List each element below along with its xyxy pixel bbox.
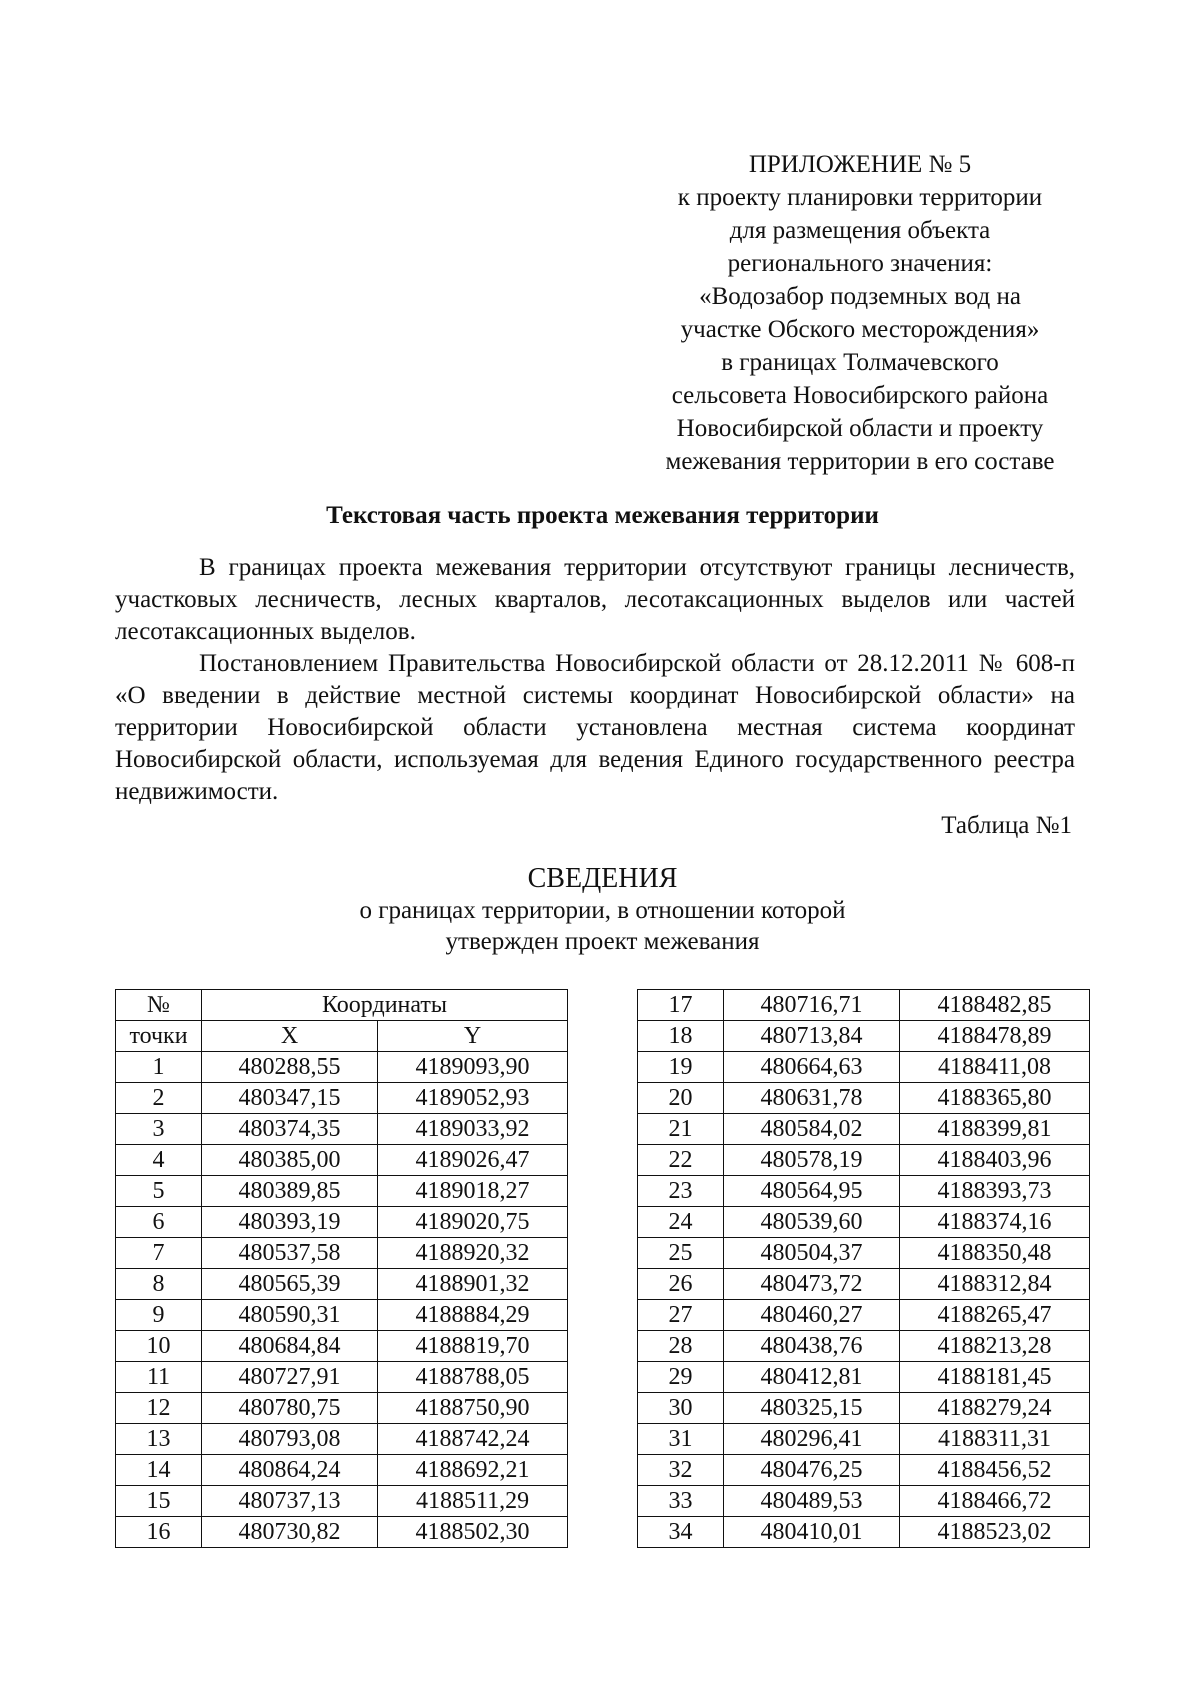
table-row (638, 1300, 1090, 1331)
table-row (638, 1393, 1090, 1424)
point-number-cell: 18 (638, 1021, 724, 1052)
y-coordinate-cell: 4189052,93 (378, 1083, 568, 1114)
x-coordinate-cell: 480716,71 (724, 990, 900, 1021)
x-coordinate-cell: 480564,95 (724, 1176, 900, 1207)
x-coordinate-cell: 480864,24 (202, 1455, 378, 1486)
y-coordinate-cell: 4188884,29 (378, 1300, 568, 1331)
appendix-line: ПРИЛОЖЕНИЕ № 5 (748, 151, 972, 178)
point-number-cell: 2 (116, 1083, 202, 1114)
x-coordinate-cell: 480537,58 (202, 1238, 378, 1269)
document-heading: Текстовая часть проекта межевания территории (326, 502, 879, 529)
paragraph-text: В границах проекта межевания территории отсутствуют границы лесничеств, участковых лесничеств, лесных кварталов, лесотаксационных выделов или частей лесотаксационных выделов. (115, 554, 1075, 645)
x-coordinate-cell: 480385,00 (202, 1145, 378, 1176)
point-number-cell: 1 (116, 1052, 202, 1083)
point-number-cell: 9 (116, 1300, 202, 1331)
x-coordinate-cell: 480727,91 (202, 1362, 378, 1393)
x-coordinate-cell: 480476,25 (724, 1455, 900, 1486)
point-number-cell: 10 (116, 1331, 202, 1362)
y-coordinate-cell: 4189026,47 (378, 1145, 568, 1176)
header-x: X (202, 1021, 378, 1052)
point-number-cell: 33 (638, 1486, 724, 1517)
header-point-no: № (116, 990, 202, 1021)
x-coordinate-cell: 480539,60 (724, 1207, 900, 1238)
x-coordinate-cell: 480713,84 (724, 1021, 900, 1052)
point-number-cell: 11 (116, 1362, 202, 1393)
table-row (116, 1424, 568, 1455)
point-number-cell: 23 (638, 1176, 724, 1207)
y-coordinate-cell: 4188478,89 (900, 1021, 1090, 1052)
table-title-main: СВЕДЕНИЯ (527, 863, 678, 894)
table-row (638, 1331, 1090, 1362)
table-row (116, 1145, 568, 1176)
x-coordinate-cell: 480389,85 (202, 1176, 378, 1207)
y-coordinate-cell: 4188819,70 (378, 1331, 568, 1362)
y-coordinate-cell: 4188279,24 (900, 1393, 1090, 1424)
y-coordinate-cell: 4189093,90 (378, 1052, 568, 1083)
appendix-line: сельсовета Новосибирского района (671, 382, 1049, 409)
point-number-cell: 5 (116, 1176, 202, 1207)
table-row (638, 1052, 1090, 1083)
y-coordinate-cell: 4188411,08 (900, 1052, 1090, 1083)
x-coordinate-cell: 480737,13 (202, 1486, 378, 1517)
y-coordinate-cell: 4188788,05 (378, 1362, 568, 1393)
paragraph-text: Постановлением Правительства Новосибирской области от 28.12.2011 № 608-п «О введении в действие местной системы координат Новосибирской области» на территории Новосибирской области установлена местная система координат Новосибирской области, используемая для ведения Единого государственного реестра недвижимости. (115, 650, 1075, 805)
x-coordinate-cell: 480460,27 (724, 1300, 900, 1331)
table-row (638, 1021, 1090, 1052)
y-coordinate-cell: 4188750,90 (378, 1393, 568, 1424)
y-coordinate-cell: 4188350,48 (900, 1238, 1090, 1269)
table-row (116, 1207, 568, 1238)
x-coordinate-cell: 480664,63 (724, 1052, 900, 1083)
x-coordinate-cell: 480489,53 (724, 1486, 900, 1517)
table-row (116, 1362, 568, 1393)
appendix-block (630, 148, 1090, 478)
point-number-cell: 30 (638, 1393, 724, 1424)
coordinates-table-right (637, 989, 1090, 1548)
table-row (638, 1362, 1090, 1393)
point-number-cell: 3 (116, 1114, 202, 1145)
table-row (638, 990, 1090, 1021)
appendix-line: «Водозабор подземных вод на (699, 283, 1021, 310)
coordinates-table-left (115, 989, 568, 1548)
paragraph-forestry (115, 552, 1075, 648)
point-number-cell: 7 (116, 1238, 202, 1269)
point-number-cell: 29 (638, 1362, 724, 1393)
point-number-cell: 8 (116, 1269, 202, 1300)
table-row (638, 1176, 1090, 1207)
appendix-line: для размещения объекта (729, 217, 991, 244)
table-body-right (638, 990, 1090, 1548)
y-coordinate-cell: 4188466,72 (900, 1486, 1090, 1517)
x-coordinate-cell: 480793,08 (202, 1424, 378, 1455)
table-row (116, 1083, 568, 1114)
x-coordinate-cell: 480565,39 (202, 1269, 378, 1300)
table-row (116, 1393, 568, 1424)
x-coordinate-cell: 480347,15 (202, 1083, 378, 1114)
table-row (638, 1486, 1090, 1517)
point-number-cell: 17 (638, 990, 724, 1021)
x-coordinate-cell: 480584,02 (724, 1114, 900, 1145)
x-coordinate-cell: 480410,01 (724, 1517, 900, 1548)
table-number: Таблица №1 (941, 812, 1072, 839)
table-title-sub: утвержден проект межевания (445, 928, 760, 955)
table-row (116, 1300, 568, 1331)
table-row (116, 1331, 568, 1362)
appendix-line: в границах Толмачевского (721, 349, 999, 376)
y-coordinate-cell: 4188374,16 (900, 1207, 1090, 1238)
y-coordinate-cell: 4189020,75 (378, 1207, 568, 1238)
point-number-cell: 27 (638, 1300, 724, 1331)
point-number-cell: 13 (116, 1424, 202, 1455)
table-title (115, 862, 1090, 957)
y-coordinate-cell: 4189018,27 (378, 1176, 568, 1207)
y-coordinate-cell: 4188393,73 (900, 1176, 1090, 1207)
y-coordinate-cell: 4188920,32 (378, 1238, 568, 1269)
paragraph-coordinate-system (115, 648, 1075, 808)
appendix-line: к проекту планировки территории (677, 184, 1043, 211)
table-row (116, 1269, 568, 1300)
y-coordinate-cell: 4188502,30 (378, 1517, 568, 1548)
y-coordinate-cell: 4188456,52 (900, 1455, 1090, 1486)
point-number-cell: 6 (116, 1207, 202, 1238)
table-row (638, 1424, 1090, 1455)
table-row (638, 1083, 1090, 1114)
x-coordinate-cell: 480473,72 (724, 1269, 900, 1300)
x-coordinate-cell: 480504,37 (724, 1238, 900, 1269)
appendix-line: Новосибирской области и проекту (676, 415, 1044, 442)
point-number-cell: 21 (638, 1114, 724, 1145)
appendix-line: регионального значения: (727, 250, 993, 277)
table-row (116, 1517, 568, 1548)
point-number-cell: 34 (638, 1517, 724, 1548)
y-coordinate-cell: 4188213,28 (900, 1331, 1090, 1362)
y-coordinate-cell: 4188692,21 (378, 1455, 568, 1486)
point-number-cell: 12 (116, 1393, 202, 1424)
point-number-cell: 20 (638, 1083, 724, 1114)
point-number-cell: 32 (638, 1455, 724, 1486)
x-coordinate-cell: 480374,35 (202, 1114, 378, 1145)
point-number-cell: 25 (638, 1238, 724, 1269)
y-coordinate-cell: 4188181,45 (900, 1362, 1090, 1393)
x-coordinate-cell: 480578,19 (724, 1145, 900, 1176)
point-number-cell: 15 (116, 1486, 202, 1517)
x-coordinate-cell: 480438,76 (724, 1331, 900, 1362)
table-row (638, 1114, 1090, 1145)
y-coordinate-cell: 4188311,31 (900, 1424, 1090, 1455)
point-number-cell: 22 (638, 1145, 724, 1176)
header-y: Y (378, 1021, 568, 1052)
x-coordinate-cell: 480631,78 (724, 1083, 900, 1114)
table-row (116, 1114, 568, 1145)
x-coordinate-cell: 480730,82 (202, 1517, 378, 1548)
y-coordinate-cell: 4188399,81 (900, 1114, 1090, 1145)
table-row (638, 1145, 1090, 1176)
table-row (116, 1238, 568, 1269)
point-number-cell: 24 (638, 1207, 724, 1238)
y-coordinate-cell: 4188403,96 (900, 1145, 1090, 1176)
appendix-line: участке Обского месторождения» (680, 316, 1040, 343)
y-coordinate-cell: 4188265,47 (900, 1300, 1090, 1331)
x-coordinate-cell: 480296,41 (724, 1424, 900, 1455)
x-coordinate-cell: 480393,19 (202, 1207, 378, 1238)
point-number-cell: 14 (116, 1455, 202, 1486)
y-coordinate-cell: 4189033,92 (378, 1114, 568, 1145)
y-coordinate-cell: 4188365,80 (900, 1083, 1090, 1114)
table-body-left (116, 1052, 568, 1548)
y-coordinate-cell: 4188742,24 (378, 1424, 568, 1455)
table-row (638, 1238, 1090, 1269)
table-title-sub: о границах территории, в отношении которой (359, 897, 846, 924)
y-coordinate-cell: 4188511,29 (378, 1486, 568, 1517)
table-row (116, 1455, 568, 1486)
point-number-cell: 26 (638, 1269, 724, 1300)
header-point-no-label: точки (116, 1021, 202, 1052)
table-row (116, 1486, 568, 1517)
x-coordinate-cell: 480325,15 (724, 1393, 900, 1424)
point-number-cell: 28 (638, 1331, 724, 1362)
x-coordinate-cell: 480590,31 (202, 1300, 378, 1331)
table-row (638, 1517, 1090, 1548)
point-number-cell: 16 (116, 1517, 202, 1548)
y-coordinate-cell: 4188901,32 (378, 1269, 568, 1300)
table-row (638, 1455, 1090, 1486)
x-coordinate-cell: 480288,55 (202, 1052, 378, 1083)
point-number-cell: 31 (638, 1424, 724, 1455)
table-row (116, 1176, 568, 1207)
table-row (638, 1269, 1090, 1300)
table-row (638, 1207, 1090, 1238)
point-number-cell: 19 (638, 1052, 724, 1083)
x-coordinate-cell: 480780,75 (202, 1393, 378, 1424)
point-number-cell: 4 (116, 1145, 202, 1176)
header-coordinates: Координаты (202, 990, 568, 1021)
x-coordinate-cell: 480684,84 (202, 1331, 378, 1362)
table-row (116, 1052, 568, 1083)
y-coordinate-cell: 4188312,84 (900, 1269, 1090, 1300)
appendix-line: межевания территории в его составе (665, 448, 1055, 475)
y-coordinate-cell: 4188482,85 (900, 990, 1090, 1021)
x-coordinate-cell: 480412,81 (724, 1362, 900, 1393)
y-coordinate-cell: 4188523,02 (900, 1517, 1090, 1548)
